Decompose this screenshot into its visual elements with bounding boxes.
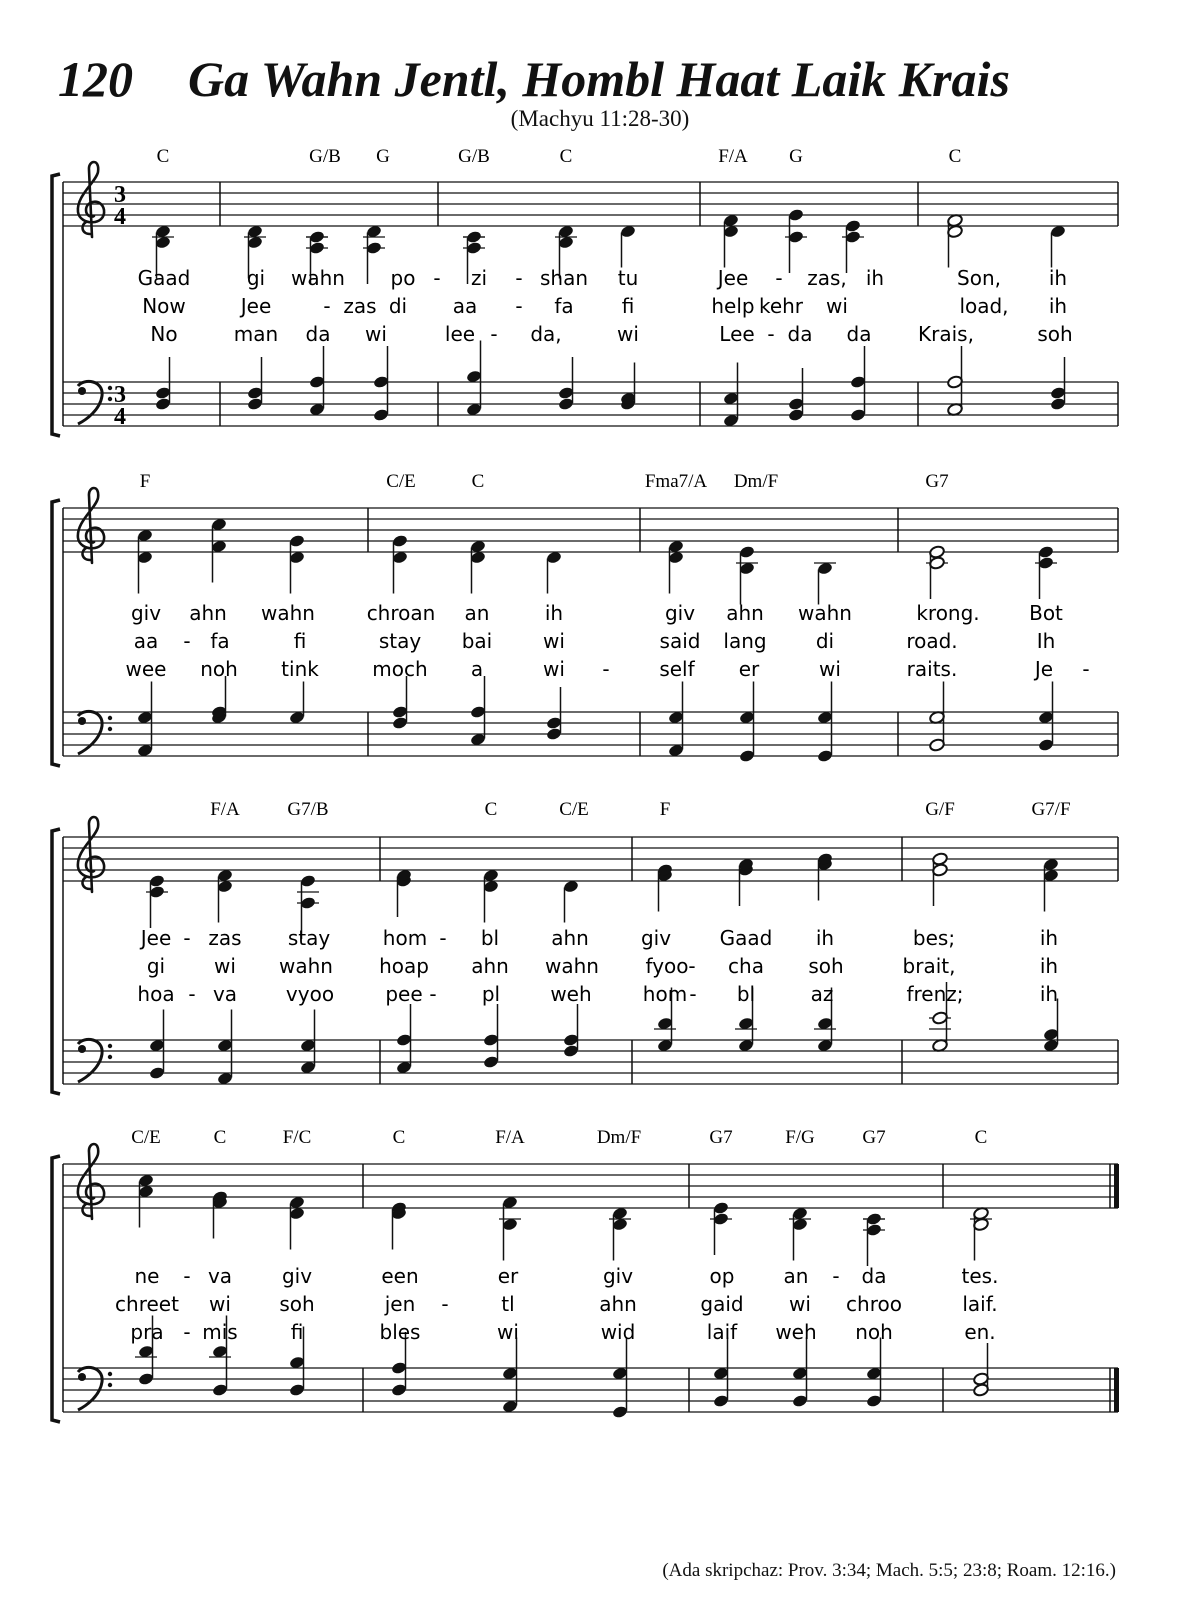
- note: [300, 1010, 317, 1075]
- lyric-syllable: No: [150, 322, 178, 346]
- note: [502, 1338, 519, 1414]
- chord-symbol: F/A: [210, 799, 240, 820]
- lyric-syllable: chroan: [366, 601, 436, 625]
- lyric-syllable: shan: [539, 266, 589, 290]
- lyric-syllable: -: [767, 322, 775, 346]
- lyric-syllable: chroo: [846, 1292, 902, 1316]
- note: [736, 545, 758, 605]
- note: [466, 341, 483, 417]
- lyric-syllable: -: [183, 1320, 191, 1344]
- system-bracket: [52, 829, 60, 1094]
- note: [657, 863, 674, 912]
- note: [563, 879, 580, 922]
- chord-symbol: C: [484, 799, 498, 820]
- chord-symbol: F/C: [282, 1127, 312, 1148]
- note: [723, 213, 740, 267]
- lyric-syllable: ahn: [551, 926, 589, 950]
- note: [713, 1338, 730, 1409]
- time-signature-top: 3: [114, 182, 126, 208]
- chord-symbol: C: [471, 471, 485, 492]
- lyric-syllable: bl: [736, 982, 756, 1006]
- lyric-syllable: hoap: [379, 954, 429, 978]
- lyric-syllable: zi: [470, 266, 488, 290]
- lyric-syllable: fi: [293, 629, 307, 653]
- note: [396, 1004, 413, 1075]
- note: [926, 545, 948, 599]
- lyric-syllable: -: [688, 954, 696, 978]
- bass-clef-dot: [78, 717, 86, 725]
- bass-clef-dot: [78, 1045, 86, 1053]
- lyric-syllable: pl: [481, 982, 501, 1006]
- lyric-syllable: va: [207, 1264, 233, 1288]
- lyric-syllable: cha: [728, 954, 764, 978]
- note: [373, 346, 390, 422]
- lyric-syllable: krong.: [916, 601, 980, 625]
- lyric-syllable: frenz;: [906, 982, 964, 1006]
- lyric-syllable: Jee: [140, 926, 172, 950]
- final-barline-thick: [1114, 1368, 1119, 1412]
- lyric-syllable: Bot: [1029, 601, 1063, 625]
- lyric-syllable: a: [470, 657, 484, 681]
- chord-symbol: F/A: [495, 1127, 525, 1148]
- lyric-syllable: wi: [789, 1292, 811, 1316]
- lyric-syllable: wi: [617, 322, 639, 346]
- lyric-syllable: op: [709, 1264, 735, 1288]
- lyric-syllable: giv: [664, 601, 696, 625]
- note: [850, 346, 867, 422]
- note: [137, 528, 154, 593]
- note: [609, 1206, 631, 1260]
- bass-clef-dot: [108, 1055, 112, 1059]
- note: [1035, 545, 1057, 599]
- chord-symbol: G/F: [925, 799, 955, 820]
- note: [842, 219, 864, 273]
- lyric-syllable: ih: [1039, 982, 1059, 1006]
- system-bracket: [52, 1156, 60, 1422]
- lyric-syllable: giv: [640, 926, 672, 950]
- lyric-syllable: ahn: [471, 954, 509, 978]
- bass-clef-dot: [108, 716, 112, 720]
- lyric-syllable: ahn: [189, 601, 227, 625]
- lyric-syllable: Now: [142, 294, 186, 318]
- lyric-syllable: soh: [1037, 322, 1073, 346]
- lyric-syllable: az: [810, 982, 834, 1006]
- lyric-syllable: Jee: [240, 294, 272, 318]
- chord-symbol: F: [139, 471, 151, 492]
- lyric-syllable: weh: [550, 982, 592, 1006]
- music-system: [52, 799, 1118, 1094]
- lyric-syllable: lee: [444, 322, 476, 346]
- chord-symbol: C/E: [386, 471, 416, 492]
- lyric-syllable: fa: [210, 629, 230, 653]
- lyric-syllable: jen: [384, 1292, 416, 1316]
- note: [137, 682, 154, 758]
- lyric-syllable: noh: [200, 657, 238, 681]
- chord-symbol: C: [156, 146, 170, 167]
- lyric-syllable: wi: [214, 954, 236, 978]
- lyric-syllable: fyoo: [645, 954, 689, 978]
- note: [668, 539, 685, 593]
- lyric-syllable: noh: [855, 1320, 893, 1344]
- chord-symbol: C: [392, 1127, 406, 1148]
- lyric-syllable: Gaad: [137, 266, 191, 290]
- lyric-syllable: ih: [1039, 954, 1059, 978]
- note: [546, 687, 563, 741]
- note: [396, 868, 413, 917]
- lyric-syllable: brait,: [902, 954, 956, 978]
- note: [1043, 999, 1060, 1053]
- note: [155, 357, 172, 411]
- note: [391, 1201, 408, 1250]
- lyric-syllable: di: [388, 294, 408, 318]
- bass-clef-dot: [108, 1044, 112, 1048]
- lyric-syllable: er: [738, 657, 760, 681]
- lyric-syllable: ahn: [726, 601, 764, 625]
- lyric-syllable: fi: [621, 294, 635, 318]
- lyric-syllable: pra: [130, 1320, 164, 1344]
- lyric-syllable: bl: [480, 926, 500, 950]
- note: [149, 1010, 166, 1081]
- note: [612, 1338, 629, 1420]
- chord-symbol: C/E: [559, 799, 589, 820]
- note: [217, 868, 234, 922]
- lyric-syllable: wahn: [545, 954, 599, 978]
- lyric-syllable: ih: [815, 926, 835, 950]
- lyric-syllable: pee: [385, 982, 423, 1006]
- lyric-syllable: self: [659, 657, 695, 681]
- note: [217, 1010, 234, 1086]
- lyric-syllable: hom: [382, 926, 428, 950]
- lyric-syllable: ih: [865, 266, 885, 290]
- lyric-syllable: di: [815, 629, 835, 653]
- note: [546, 550, 563, 593]
- chord-symbol: G7: [709, 1127, 733, 1148]
- lyric-syllable: Lee: [719, 322, 755, 346]
- chord-symbol: C: [559, 146, 573, 167]
- footer-references: (Ada skripchaz: Prov. 3:34; Mach. 5:5; 23:8; Roam. 12:16.): [662, 1560, 1116, 1581]
- lyric-syllable: -: [1082, 657, 1090, 681]
- chord-symbol: C: [974, 1127, 988, 1148]
- bass-clef-dot: [108, 397, 112, 401]
- lyric-syllable: -: [183, 629, 191, 653]
- lyric-syllable: Gaad: [719, 926, 773, 950]
- note: [499, 1195, 521, 1260]
- lyric-syllable: gi: [246, 266, 266, 290]
- lyric-syllable: -: [183, 926, 191, 950]
- note: [970, 1206, 992, 1260]
- bass-clef-dot: [78, 1373, 86, 1381]
- lyric-syllable: ahn: [599, 1292, 637, 1316]
- lyric-syllable: fa: [554, 294, 574, 318]
- chord-symbol: F/A: [718, 146, 748, 167]
- chord-symbol: G7/B: [287, 799, 329, 820]
- note: [470, 539, 487, 593]
- note: [289, 534, 306, 594]
- time-signature-top: 3: [114, 382, 126, 408]
- bass-clef-dot: [108, 386, 112, 390]
- lyric-syllable: mis: [202, 1320, 238, 1344]
- lyric-syllable: moch: [372, 657, 428, 681]
- lyric-syllable: ih: [1048, 266, 1068, 290]
- lyric-syllable: -: [689, 982, 697, 1006]
- chord-symbol: C: [213, 1127, 227, 1148]
- bass-clef-dot: [108, 727, 112, 731]
- lyric-syllable: hoa: [137, 982, 175, 1006]
- lyric-syllable: ih: [544, 601, 564, 625]
- lyric-syllable: weh: [775, 1320, 817, 1344]
- lyric-syllable: er: [497, 1264, 519, 1288]
- hymn-title: Ga Wahn Jentl, Hombl Haat Laik Krais: [188, 51, 1010, 107]
- lyric-syllable: -: [775, 266, 783, 290]
- note: [932, 852, 949, 906]
- lyric-syllable: da,: [530, 322, 562, 346]
- lyric-syllable: aa: [133, 629, 159, 653]
- note: [212, 1190, 229, 1239]
- chord-symbol: G: [376, 146, 390, 167]
- system-bracket: [52, 500, 60, 766]
- lyric-syllable: stay: [378, 629, 422, 653]
- lyric-syllable: hom: [642, 982, 688, 1006]
- music-system: [52, 471, 1118, 766]
- lyric-syllable: zas: [208, 926, 242, 950]
- lyric-syllable: load,: [959, 294, 1009, 318]
- note: [817, 682, 834, 764]
- note: [392, 676, 409, 730]
- note: [973, 1343, 990, 1397]
- note: [866, 1338, 883, 1409]
- chord-symbol: G7: [925, 471, 949, 492]
- note: [138, 1173, 155, 1227]
- lyric-syllable: -: [188, 982, 196, 1006]
- hymn-number: 120: [58, 51, 133, 107]
- lyric-syllable: giv: [281, 1264, 313, 1288]
- note: [739, 682, 756, 764]
- note: [817, 852, 834, 901]
- bass-clef-dot: [108, 1383, 112, 1387]
- lyric-syllable: tes.: [961, 1264, 999, 1288]
- chord-symbol: G7: [862, 1127, 886, 1148]
- note: [814, 561, 836, 604]
- lyric-syllable: da: [846, 322, 872, 346]
- music-system: [52, 146, 1118, 436]
- chord-symbol: Dm/F: [596, 1127, 642, 1148]
- lyric-syllable: help: [711, 294, 755, 318]
- lyric-syllable: wid: [600, 1320, 636, 1344]
- time-signature-bottom: 4: [114, 204, 126, 230]
- lyric-syllable: wahn: [261, 601, 315, 625]
- lyric-syllable: gaid: [700, 1292, 744, 1316]
- lyric-syllable: vyoo: [285, 982, 335, 1006]
- lyric-syllable: -: [441, 1292, 449, 1316]
- lyric-syllable: wi: [497, 1320, 519, 1344]
- note: [1038, 682, 1055, 753]
- note: [289, 682, 306, 725]
- note: [558, 357, 575, 411]
- note: [563, 1004, 580, 1058]
- lyric-syllable: aa: [452, 294, 478, 318]
- lyric-syllable: road.: [906, 629, 958, 653]
- note: [947, 346, 964, 417]
- lyric-syllable: chreet: [115, 1292, 179, 1316]
- lyric-syllable: wahn: [279, 954, 333, 978]
- lyric-syllable: tink: [281, 657, 319, 681]
- lyric-syllable: wi: [209, 1292, 231, 1316]
- lyric-syllable: en.: [964, 1320, 996, 1344]
- lyric-syllable: een: [381, 1264, 419, 1288]
- lyric-syllable: laif: [706, 1320, 738, 1344]
- lyric-syllable: -: [183, 1264, 191, 1288]
- lyric-syllable: -: [429, 982, 437, 1006]
- lyric-syllable: bai: [461, 629, 493, 653]
- lyric-syllable: Jee: [717, 266, 749, 290]
- note: [668, 682, 685, 758]
- lyric-syllable: kehr: [758, 294, 804, 318]
- note: [1050, 224, 1067, 267]
- lyric-syllable: stay: [287, 926, 331, 950]
- lyric-syllable: fi: [290, 1320, 304, 1344]
- lyric-syllable: -: [602, 657, 610, 681]
- note: [929, 682, 946, 753]
- note: [788, 368, 805, 422]
- note: [247, 357, 264, 411]
- note: [1050, 357, 1067, 411]
- chord-symbol: G/B: [309, 146, 341, 167]
- note: [738, 857, 755, 906]
- note: [789, 1206, 811, 1260]
- lyric-syllable: giv: [130, 601, 162, 625]
- lyric-syllable: tl: [501, 1292, 515, 1316]
- note: [863, 1212, 885, 1266]
- chord-symbol: F: [659, 799, 671, 820]
- lyric-syllable: giv: [602, 1264, 634, 1288]
- note: [1043, 857, 1060, 911]
- note: [309, 346, 326, 417]
- lyric-syllable: wee: [125, 657, 167, 681]
- chord-symbol: F/G: [785, 1127, 815, 1148]
- lyric-syllable: Je: [1034, 657, 1054, 681]
- lyric-syllable: -: [490, 322, 498, 346]
- note: [211, 676, 228, 725]
- chord-symbol: Fma7/A: [644, 471, 708, 492]
- lyric-syllable: -: [323, 294, 331, 318]
- note: [785, 208, 807, 273]
- lyric-syllable: laif.: [962, 1292, 998, 1316]
- lyric-syllable: man: [233, 322, 279, 346]
- lyric-syllable: da: [305, 322, 331, 346]
- lyric-syllable: da: [787, 322, 813, 346]
- time-signature-bottom: 4: [114, 404, 126, 430]
- lyric-syllable: wi: [819, 657, 841, 681]
- system-bracket: [52, 174, 60, 436]
- lyric-syllable: bes;: [912, 926, 956, 950]
- note: [483, 868, 500, 922]
- note: [710, 1201, 732, 1255]
- lyric-syllable: Ih: [1036, 629, 1056, 653]
- scripture-reference: (Machyu 11:28-30): [510, 106, 690, 131]
- lyric-syllable: da: [861, 1264, 887, 1288]
- note: [792, 1338, 809, 1409]
- chord-symbol: G: [789, 146, 803, 167]
- lyric-syllable: said: [659, 629, 701, 653]
- lyric-syllable: an: [783, 1264, 809, 1288]
- lyric-syllable: Son,: [957, 266, 1001, 290]
- lyric-syllable: raits.: [906, 657, 958, 681]
- note: [620, 224, 637, 267]
- lyric-syllable: zas,: [807, 266, 847, 290]
- lyric-syllable: wahn: [798, 601, 852, 625]
- note: [211, 517, 228, 582]
- bass-clef-dot: [78, 387, 86, 395]
- lyric-syllable: wi: [365, 322, 387, 346]
- note: [289, 1195, 306, 1249]
- chord-symbol: G7/F: [1031, 799, 1071, 820]
- note: [723, 363, 740, 428]
- lyric-syllable: wi: [543, 629, 565, 653]
- lyric-syllable: -: [515, 266, 523, 290]
- note: [483, 1004, 500, 1069]
- lyric-syllable: Krais,: [918, 322, 974, 346]
- final-barline-thick: [1114, 1164, 1119, 1208]
- note: [947, 213, 964, 267]
- lyric-syllable: ih: [1048, 294, 1068, 318]
- lyric-syllable: ih: [1039, 926, 1059, 950]
- lyric-syllable: tu: [617, 266, 639, 290]
- note: [146, 874, 168, 928]
- lyric-syllable: ne: [134, 1264, 160, 1288]
- chord-symbol: C: [948, 146, 962, 167]
- lyric-syllable: soh: [279, 1292, 315, 1316]
- chord-symbol: G/B: [458, 146, 490, 167]
- chord-symbol: C/E: [131, 1127, 161, 1148]
- music-system: [52, 1127, 1119, 1422]
- lyric-syllable: po: [390, 266, 416, 290]
- lyric-syllable: wahn: [291, 266, 345, 290]
- lyric-syllable: -: [433, 266, 441, 290]
- lyric-syllable: -: [515, 294, 523, 318]
- lyric-syllable: lang: [723, 629, 767, 653]
- lyric-syllable: va: [212, 982, 238, 1006]
- lyric-syllable: an: [464, 601, 490, 625]
- lyric-syllable: -: [832, 1264, 840, 1288]
- lyric-syllable: zas: [343, 294, 377, 318]
- note: [470, 676, 487, 747]
- lyric-syllable: wi: [826, 294, 848, 318]
- lyric-syllable: soh: [808, 954, 844, 978]
- note: [363, 224, 385, 284]
- lyric-syllable: -: [439, 926, 447, 950]
- lyric-syllable: bles: [379, 1320, 421, 1344]
- note: [620, 363, 637, 412]
- note: [392, 534, 409, 594]
- bass-clef-dot: [108, 1372, 112, 1376]
- chord-symbol: Dm/F: [733, 471, 779, 492]
- lyric-syllable: gi: [146, 954, 166, 978]
- lyric-syllable: wi: [543, 657, 565, 681]
